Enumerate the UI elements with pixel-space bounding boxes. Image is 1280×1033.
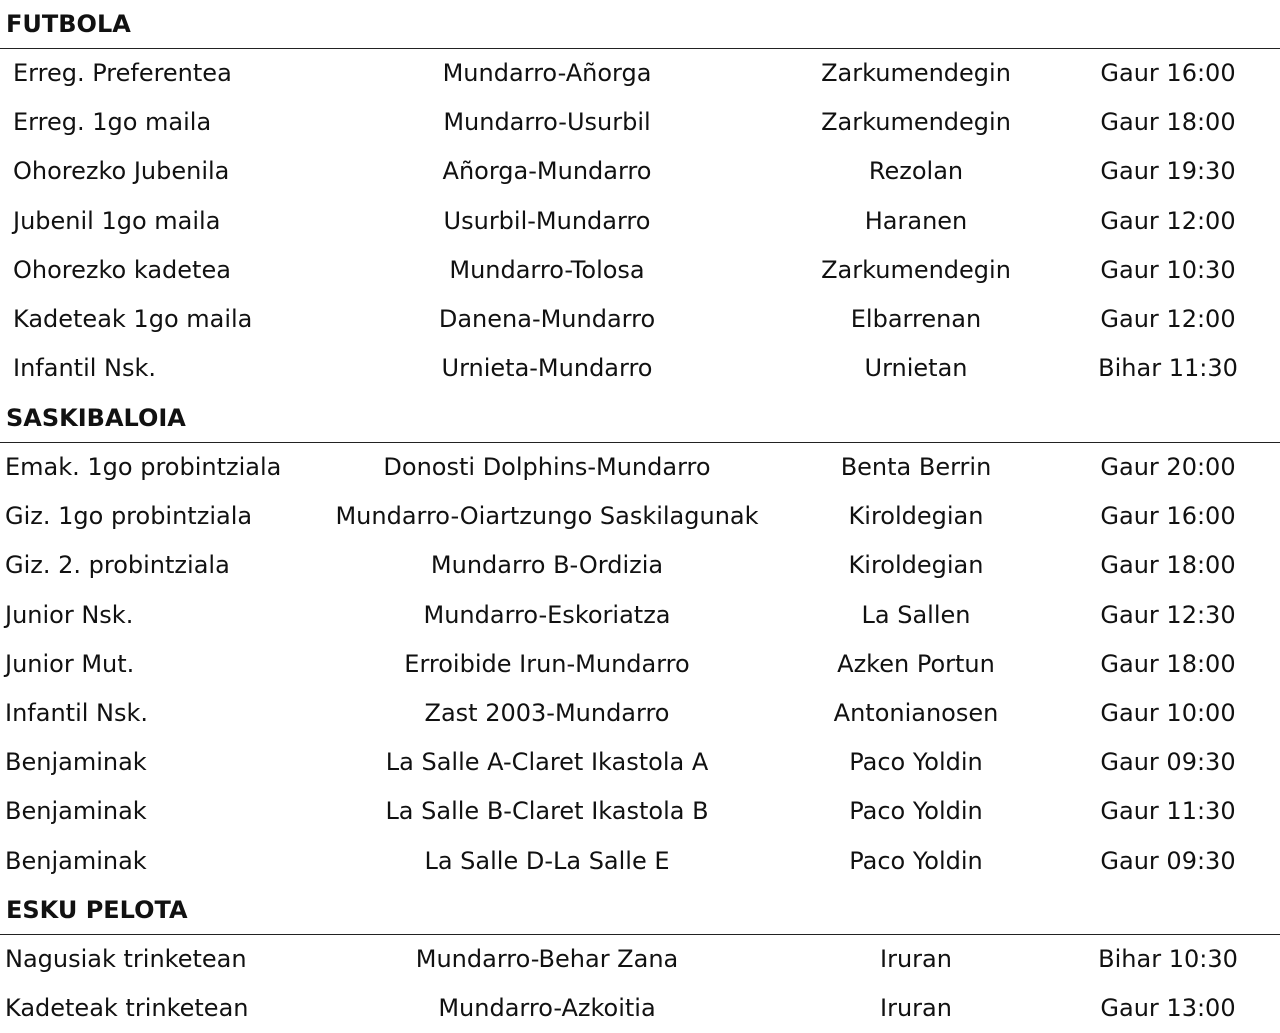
- schedule-row: [0, 344, 1280, 393]
- schedule-row: [0, 443, 1280, 492]
- place-cell: Paco Yoldin: [849, 846, 983, 875]
- time-cell: Gaur 12:30: [1100, 600, 1236, 629]
- match-cell: Mundarro-Eskoriatza: [423, 600, 671, 629]
- match-cell: Donosti Dolphins-Mundarro: [383, 453, 711, 481]
- category-cell: Jubenil 1go maila: [13, 206, 221, 235]
- schedule-row: [0, 787, 1280, 836]
- match-cell: Danena-Mundarro: [438, 304, 656, 333]
- match-cell: Urnieta-Mundarro: [441, 354, 653, 383]
- place-cell: La Sallen: [861, 600, 971, 629]
- place-cell: Kiroldegian: [848, 502, 984, 531]
- place-cell: Benta Berrin: [840, 453, 992, 481]
- schedule-row: [0, 984, 1280, 1033]
- time-cell: Gaur 19:30: [1100, 157, 1236, 186]
- time-cell: Bihar 11:30: [1098, 354, 1238, 383]
- time-cell: Gaur 12:00: [1100, 304, 1236, 333]
- place-cell: Azken Portun: [837, 649, 995, 678]
- place-cell: Rezolan: [868, 157, 964, 186]
- section-title: ESKU PELOTA: [0, 886, 1280, 935]
- match-cell: Mundarro-Añorga: [442, 59, 652, 87]
- time-cell: Gaur 18:00: [1100, 108, 1236, 137]
- schedule-row: [0, 591, 1280, 640]
- schedule-row: [0, 689, 1280, 738]
- category-cell: Ohorezko kadetea: [13, 255, 231, 284]
- place-cell: Antonianosen: [833, 698, 999, 727]
- category-cell: Nagusiak trinketean: [5, 945, 247, 973]
- place-cell: Urnietan: [864, 354, 968, 383]
- match-cell: La Salle B-Claret Ikastola B: [385, 797, 709, 826]
- time-cell: Gaur 16:00: [1100, 59, 1236, 87]
- place-cell: Iruran: [880, 994, 952, 1023]
- place-cell: Zarkumendegin: [821, 59, 1011, 87]
- place-cell: Kiroldegian: [848, 551, 984, 580]
- category-cell: Kadeteak trinketean: [5, 994, 249, 1023]
- time-cell: Bihar 10:30: [1098, 945, 1238, 973]
- place-cell: Paco Yoldin: [849, 797, 983, 826]
- category-cell: Erreg. Preferentea: [13, 59, 232, 87]
- match-cell: Zast 2003-Mundarro: [424, 698, 670, 727]
- category-cell: Benjaminak: [5, 846, 147, 875]
- time-cell: Gaur 11:30: [1100, 797, 1236, 826]
- match-cell: Erroibide Irun-Mundarro: [404, 649, 690, 678]
- match-cell: La Salle A-Claret Ikastola A: [385, 748, 709, 777]
- category-cell: Erreg. 1go maila: [13, 108, 212, 137]
- place-cell: Haranen: [864, 206, 968, 235]
- section-futbola: [0, 0, 1280, 393]
- schedule-row: [0, 49, 1280, 98]
- match-cell: La Salle D-La Salle E: [424, 846, 670, 875]
- category-cell: Infantil Nsk.: [13, 354, 157, 383]
- schedule-row: [0, 246, 1280, 295]
- time-cell: Gaur 09:30: [1100, 846, 1236, 875]
- schedule-row: [0, 640, 1280, 689]
- place-cell: Iruran: [880, 945, 952, 973]
- schedule-row: [0, 837, 1280, 886]
- category-cell: Giz. 2. probintziala: [5, 551, 230, 580]
- schedule-row: [0, 295, 1280, 344]
- schedule-row: [0, 147, 1280, 196]
- time-cell: Gaur 10:00: [1100, 698, 1236, 727]
- category-cell: Infantil Nsk.: [5, 698, 149, 727]
- section-title: FUTBOLA: [0, 0, 1280, 49]
- time-cell: Gaur 18:00: [1100, 551, 1236, 580]
- schedule-row: [0, 98, 1280, 147]
- category-cell: Kadeteak 1go maila: [13, 304, 253, 333]
- schedule-row: [0, 541, 1280, 590]
- place-cell: Zarkumendegin: [821, 108, 1011, 137]
- time-cell: Gaur 16:00: [1100, 502, 1236, 531]
- place-cell: Elbarrenan: [850, 304, 982, 333]
- match-cell: Mundarro-Azkoitia: [438, 994, 656, 1023]
- category-cell: Ohorezko Jubenila: [13, 157, 230, 186]
- category-cell: Junior Mut.: [5, 649, 135, 678]
- section-saskibaloia: [0, 394, 1280, 886]
- match-cell: Mundarro B-Ordizia: [430, 551, 664, 580]
- category-cell: Emak. 1go probintziala: [5, 453, 282, 481]
- category-cell: Benjaminak: [5, 797, 147, 826]
- match-cell: Mundarro-Oiartzungo Saskilagunak: [335, 502, 759, 531]
- schedule-row: [0, 738, 1280, 787]
- time-cell: Gaur 13:00: [1100, 994, 1236, 1023]
- section-title: SASKIBALOIA: [0, 394, 1280, 443]
- match-cell: Mundarro-Usurbil: [443, 108, 651, 137]
- time-cell: Gaur 10:30: [1100, 255, 1236, 284]
- section-esku-pelota: [0, 886, 1280, 1033]
- match-cell: Mundarro-Behar Zana: [415, 945, 679, 973]
- category-cell: Junior Nsk.: [5, 600, 134, 629]
- schedule-row: [0, 492, 1280, 541]
- schedule-row: [0, 935, 1280, 984]
- place-cell: Paco Yoldin: [849, 748, 983, 777]
- time-cell: Gaur 18:00: [1100, 649, 1236, 678]
- match-cell: Usurbil-Mundarro: [443, 206, 651, 235]
- match-cell: Mundarro-Tolosa: [449, 255, 645, 284]
- place-cell: Zarkumendegin: [821, 255, 1011, 284]
- time-cell: Gaur 09:30: [1100, 748, 1236, 777]
- time-cell: Gaur 20:00: [1100, 453, 1236, 481]
- time-cell: Gaur 12:00: [1100, 206, 1236, 235]
- category-cell: Benjaminak: [5, 748, 147, 777]
- match-cell: Añorga-Mundarro: [442, 157, 652, 186]
- category-cell: Giz. 1go probintziala: [5, 502, 253, 531]
- schedule-row: [0, 197, 1280, 246]
